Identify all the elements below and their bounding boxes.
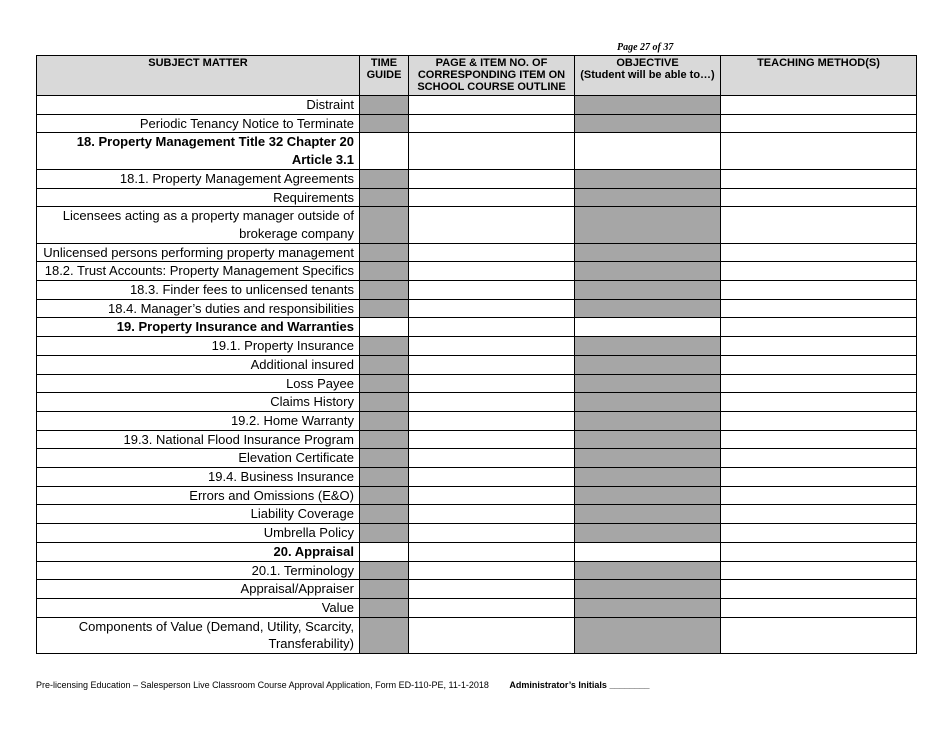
page-item-cell[interactable] [409,243,575,262]
table-row [37,430,917,449]
table-row [37,374,917,393]
table-row [37,299,917,318]
table-row [37,243,917,262]
course-outline-table [36,55,917,654]
teaching-method-cell[interactable] [721,133,917,169]
subject-cell: Umbrella Policy [37,524,360,543]
teaching-method-cell[interactable] [721,393,917,412]
objective-cell [575,374,721,393]
time-guide-cell [360,281,409,300]
time-guide-cell [360,114,409,133]
objective-cell [575,580,721,599]
time-guide-cell [360,169,409,188]
subject-cell: Additional insured [37,355,360,374]
page-item-cell[interactable] [409,169,575,188]
subject-cell: Periodic Tenancy Notice to Terminate [37,114,360,133]
teaching-method-cell[interactable] [721,542,917,561]
subject-cell: Value [37,598,360,617]
objective-cell[interactable] [575,318,721,337]
page-item-cell[interactable] [409,96,575,115]
time-guide-cell [360,468,409,487]
time-guide-cell [360,188,409,207]
objective-cell[interactable] [575,542,721,561]
time-guide-cell [360,524,409,543]
table-row [37,393,917,412]
page-item-cell[interactable] [409,374,575,393]
objective-cell [575,281,721,300]
objective-cell [575,96,721,115]
objective-cell [575,411,721,430]
objective-cell [575,114,721,133]
time-guide-cell [360,393,409,412]
teaching-method-cell[interactable] [721,580,917,599]
page-item-cell[interactable] [409,318,575,337]
time-guide-cell [360,337,409,356]
subject-cell: Requirements [37,188,360,207]
header-objective-subtitle: (Student will be able to…) [580,69,715,81]
time-guide-cell [360,299,409,318]
subject-cell: 18.4. Manager’s duties and responsibilities [37,299,360,318]
time-guide-cell [360,355,409,374]
teaching-method-cell[interactable] [721,262,917,281]
teaching-method-cell[interactable] [721,243,917,262]
table-row [37,169,917,188]
teaching-method-cell[interactable] [721,561,917,580]
subject-cell: Liability Coverage [37,505,360,524]
teaching-method-cell[interactable] [721,617,917,653]
page-item-cell[interactable] [409,188,575,207]
objective-cell [575,505,721,524]
subject-cell: 18.3. Finder fees to unlicensed tenants [37,281,360,300]
page-item-cell[interactable] [409,355,575,374]
subject-cell: 19.4. Business Insurance [37,468,360,487]
time-guide-cell [360,486,409,505]
section-row [37,318,917,337]
table-row [37,281,917,300]
objective-cell [575,449,721,468]
page-item-cell[interactable] [409,114,575,133]
objective-cell [575,561,721,580]
teaching-method-cell[interactable] [721,411,917,430]
subject-cell: 18. Property Management Title 32 Chapter 20 Article 3.1 [37,133,360,169]
page-item-cell[interactable] [409,207,575,243]
subject-cell: Claims History [37,393,360,412]
subject-cell: Unlicensed persons performing property management [37,243,360,262]
time-guide-cell [360,207,409,243]
time-guide-cell[interactable] [360,133,409,169]
header-objective-title: OBJECTIVE [616,57,679,69]
time-guide-cell [360,374,409,393]
subject-cell: Distraint [37,96,360,115]
objective-cell [575,598,721,617]
table-row [37,524,917,543]
subject-cell: Appraisal/Appraiser [37,580,360,599]
objective-cell [575,337,721,356]
teaching-method-cell[interactable] [721,299,917,318]
page-item-cell[interactable] [409,299,575,318]
time-guide-cell [360,262,409,281]
objective-cell [575,243,721,262]
table-row [37,262,917,281]
time-guide-cell [360,449,409,468]
teaching-method-cell[interactable] [721,355,917,374]
table-row [37,468,917,487]
page-item-cell[interactable] [409,468,575,487]
objective-cell [575,207,721,243]
subject-cell: Elevation Certificate [37,449,360,468]
page-item-cell[interactable] [409,598,575,617]
subject-cell: 19. Property Insurance and Warranties [37,318,360,337]
objective-cell [575,262,721,281]
table-row [37,486,917,505]
header-page-item: PAGE & ITEM NO. OF CORRESPONDING ITEM ON SCHOOL COURSE OUTLINE [409,56,575,96]
table-row [37,355,917,374]
teaching-method-cell[interactable] [721,96,917,115]
teaching-method-cell[interactable] [721,598,917,617]
table-row [37,617,917,653]
time-guide-cell [360,505,409,524]
subject-cell: 18.2. Trust Accounts: Property Management Specifics [37,262,360,281]
administrator-initials[interactable]: Administrator’s Initials ________ [509,680,650,690]
subject-cell: 19.3. National Flood Insurance Program [37,430,360,449]
objective-cell [575,188,721,207]
subject-cell: 19.2. Home Warranty [37,411,360,430]
page-item-cell[interactable] [409,281,575,300]
page-item-cell[interactable] [409,393,575,412]
header-objective [575,56,721,96]
page-item-cell[interactable] [409,133,575,169]
time-guide-cell [360,598,409,617]
table-row [37,505,917,524]
teaching-method-cell[interactable] [721,318,917,337]
header-row [37,56,917,96]
subject-cell: 18.1. Property Management Agreements [37,169,360,188]
time-guide-cell [360,617,409,653]
footer [36,680,649,690]
time-guide-cell[interactable] [360,542,409,561]
table-row [37,207,917,243]
page-item-cell[interactable] [409,542,575,561]
page-item-cell[interactable] [409,337,575,356]
objective-cell [575,524,721,543]
time-guide-cell [360,580,409,599]
time-guide-cell [360,411,409,430]
objective-cell [575,299,721,318]
table-row [37,96,917,115]
header-subject-matter: SUBJECT MATTER [37,56,360,96]
objective-cell [575,468,721,487]
table-row [37,188,917,207]
objective-cell[interactable] [575,133,721,169]
objective-cell [575,355,721,374]
teaching-method-cell[interactable] [721,524,917,543]
page-item-cell[interactable] [409,262,575,281]
time-guide-cell [360,430,409,449]
header-teaching-methods: TEACHING METHOD(S) [721,56,917,96]
time-guide-cell [360,96,409,115]
table-row [37,449,917,468]
table-row [37,580,917,599]
teaching-method-cell[interactable] [721,169,917,188]
table-row [37,337,917,356]
section-row [37,133,917,169]
header-time-guide: TIME GUIDE [360,56,409,96]
page-item-cell[interactable] [409,505,575,524]
table-row [37,114,917,133]
teaching-method-cell[interactable] [721,188,917,207]
subject-cell: Errors and Omissions (E&O) [37,486,360,505]
objective-cell [575,617,721,653]
page-item-cell[interactable] [409,486,575,505]
teaching-method-cell[interactable] [721,337,917,356]
objective-cell [575,430,721,449]
page-item-cell[interactable] [409,580,575,599]
subject-cell: 20. Appraisal [37,542,360,561]
teaching-method-cell[interactable] [721,281,917,300]
table-row [37,598,917,617]
page-item-cell[interactable] [409,561,575,580]
teaching-method-cell[interactable] [721,486,917,505]
objective-cell [575,169,721,188]
subject-cell: 19.1. Property Insurance [37,337,360,356]
page-item-cell[interactable] [409,524,575,543]
teaching-method-cell[interactable] [721,207,917,243]
subject-cell: Components of Value (Demand, Utility, Scarcity, Transferability) [37,617,360,653]
table-row [37,561,917,580]
table-row [37,411,917,430]
page-number: Page 27 of 37 [617,42,674,53]
page-item-cell[interactable] [409,430,575,449]
footer-form-text: Pre-licensing Education – Salesperson Live Classroom Course Approval Application, Form ED-110-PE, 11-1-2018 [36,680,489,690]
teaching-method-cell[interactable] [721,114,917,133]
teaching-method-cell[interactable] [721,449,917,468]
page-item-cell[interactable] [409,449,575,468]
subject-cell: Loss Payee [37,374,360,393]
subject-cell: Licensees acting as a property manager outside of brokerage company [37,207,360,243]
teaching-method-cell[interactable] [721,505,917,524]
time-guide-cell [360,561,409,580]
subject-cell: 20.1. Terminology [37,561,360,580]
time-guide-cell [360,243,409,262]
page-item-cell[interactable] [409,617,575,653]
teaching-method-cell[interactable] [721,468,917,487]
time-guide-cell[interactable] [360,318,409,337]
page-item-cell[interactable] [409,411,575,430]
teaching-method-cell[interactable] [721,374,917,393]
objective-cell [575,393,721,412]
section-row [37,542,917,561]
teaching-method-cell[interactable] [721,430,917,449]
objective-cell [575,486,721,505]
